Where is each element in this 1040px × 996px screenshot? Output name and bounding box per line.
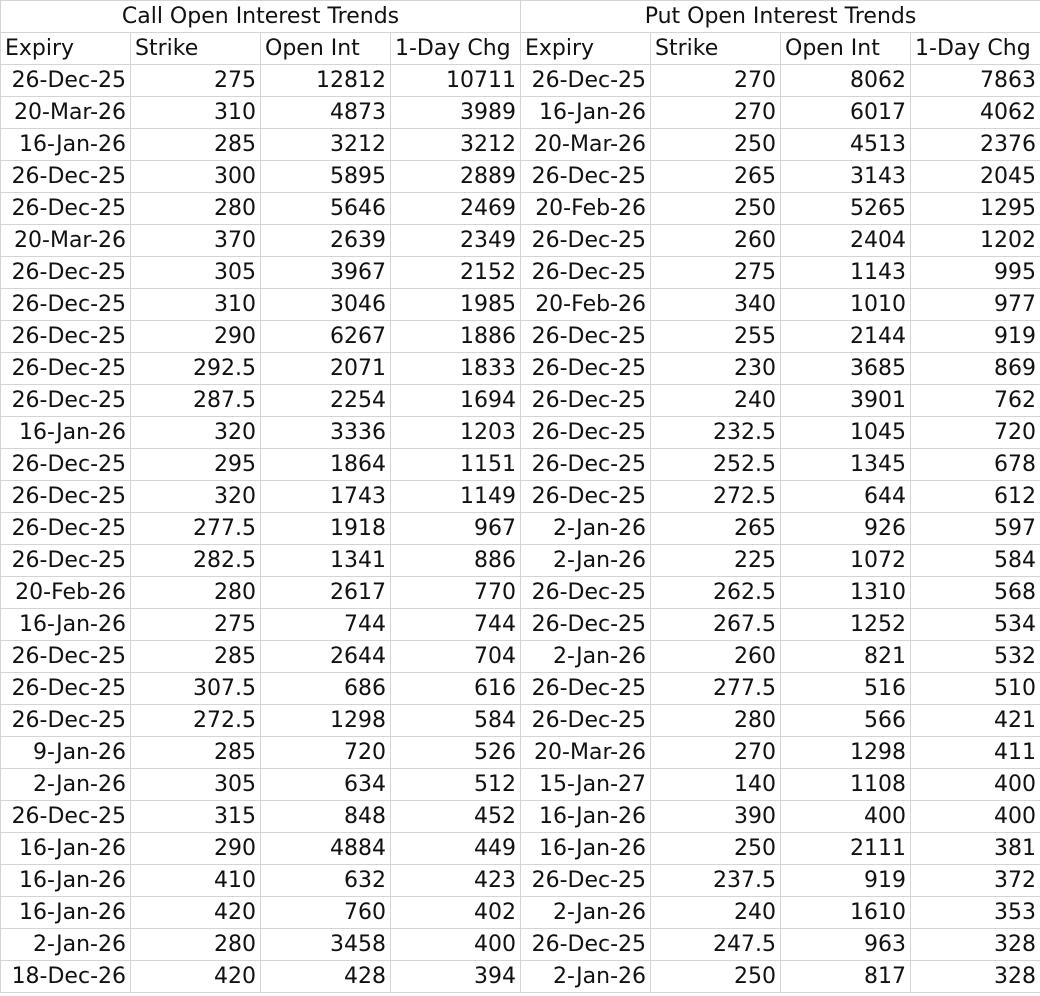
call-cell-strike[interactable]: 300 [131,161,261,193]
put-cell-open-int[interactable]: 1108 [781,769,911,801]
call-cell-open-int[interactable]: 3212 [261,129,391,161]
put-cell-open-int[interactable]: 3901 [781,385,911,417]
put-header-1day-chg[interactable]: 1-Day Chg [911,33,1040,65]
call-header-expiry[interactable]: Expiry [1,33,131,65]
call-cell-1day-chg[interactable]: 512 [391,769,521,801]
put-cell-expiry[interactable]: 20-Mar-26 [521,129,651,161]
title-row [1,1,1040,33]
put-cell-expiry[interactable]: 26-Dec-25 [521,577,651,609]
put-cell-open-int[interactable]: 1310 [781,577,911,609]
call-cell-expiry[interactable]: 2-Jan-26 [1,929,131,961]
table-row [1,97,1040,129]
put-cell-strike[interactable]: 250 [651,193,781,225]
put-cell-expiry[interactable]: 16-Jan-26 [521,833,651,865]
put-cell-1day-chg[interactable]: 612 [911,481,1040,513]
call-cell-strike[interactable]: 287.5 [131,385,261,417]
put-cell-1day-chg[interactable]: 4062 [911,97,1040,129]
put-cell-1day-chg[interactable]: 534 [911,609,1040,641]
put-cell-1day-chg[interactable]: 328 [911,961,1040,993]
call-cell-open-int[interactable]: 634 [261,769,391,801]
call-cell-open-int[interactable]: 1341 [261,545,391,577]
put-cell-strike[interactable]: 260 [651,641,781,673]
call-cell-expiry[interactable]: 16-Jan-26 [1,897,131,929]
put-cell-expiry[interactable]: 16-Jan-26 [521,801,651,833]
call-cell-expiry[interactable]: 16-Jan-26 [1,833,131,865]
table-row [1,897,1040,929]
call-cell-strike[interactable]: 370 [131,225,261,257]
put-cell-1day-chg[interactable]: 421 [911,705,1040,737]
put-cell-expiry[interactable]: 2-Jan-26 [521,961,651,993]
table-row [1,129,1040,161]
put-cell-expiry[interactable]: 26-Dec-25 [521,353,651,385]
table-row [1,577,1040,609]
call-cell-strike[interactable]: 272.5 [131,705,261,737]
call-cell-1day-chg[interactable]: 423 [391,865,521,897]
put-cell-open-int[interactable]: 1010 [781,289,911,321]
put-cell-strike[interactable]: 225 [651,545,781,577]
put-cell-1day-chg[interactable]: 720 [911,417,1040,449]
put-cell-strike[interactable]: 237.5 [651,865,781,897]
put-cell-open-int[interactable]: 5265 [781,193,911,225]
call-table-title[interactable]: Call Open Interest Trends [1,1,521,33]
table-row [1,449,1040,481]
call-cell-open-int[interactable]: 2617 [261,577,391,609]
call-cell-strike[interactable]: 290 [131,321,261,353]
header-row [1,33,1040,65]
put-cell-open-int[interactable]: 2111 [781,833,911,865]
call-cell-1day-chg[interactable]: 1886 [391,321,521,353]
call-cell-1day-chg[interactable]: 3212 [391,129,521,161]
put-cell-open-int[interactable]: 3143 [781,161,911,193]
put-cell-expiry[interactable]: 26-Dec-25 [521,929,651,961]
table-row [1,481,1040,513]
call-cell-expiry[interactable]: 26-Dec-25 [1,353,131,385]
put-cell-1day-chg[interactable]: 1295 [911,193,1040,225]
put-cell-strike[interactable]: 250 [651,961,781,993]
call-cell-expiry[interactable]: 26-Dec-25 [1,801,131,833]
put-cell-open-int[interactable]: 1610 [781,897,911,929]
call-cell-strike[interactable]: 275 [131,609,261,641]
call-cell-strike[interactable]: 420 [131,961,261,993]
table-row [1,353,1040,385]
put-cell-strike[interactable]: 280 [651,705,781,737]
call-cell-strike[interactable]: 277.5 [131,513,261,545]
call-cell-strike[interactable]: 420 [131,897,261,929]
call-cell-strike[interactable]: 315 [131,801,261,833]
put-cell-strike[interactable]: 240 [651,897,781,929]
call-cell-expiry[interactable]: 26-Dec-25 [1,257,131,289]
table-row [1,769,1040,801]
call-cell-1day-chg[interactable]: 1833 [391,353,521,385]
put-cell-1day-chg[interactable]: 1202 [911,225,1040,257]
call-cell-1day-chg[interactable]: 967 [391,513,521,545]
call-cell-1day-chg[interactable]: 704 [391,641,521,673]
put-cell-1day-chg[interactable]: 411 [911,737,1040,769]
call-cell-expiry[interactable]: 26-Dec-25 [1,449,131,481]
call-cell-strike[interactable]: 285 [131,737,261,769]
put-cell-open-int[interactable]: 400 [781,801,911,833]
call-cell-strike[interactable]: 275 [131,65,261,97]
table-row [1,289,1040,321]
put-cell-1day-chg[interactable]: 762 [911,385,1040,417]
call-header-strike[interactable]: Strike [131,33,261,65]
put-cell-expiry[interactable]: 20-Mar-26 [521,737,651,769]
call-cell-open-int[interactable]: 5895 [261,161,391,193]
put-cell-open-int[interactable]: 821 [781,641,911,673]
table-row [1,545,1040,577]
put-cell-strike[interactable]: 250 [651,129,781,161]
call-cell-open-int[interactable]: 3458 [261,929,391,961]
put-cell-open-int[interactable]: 644 [781,481,911,513]
sheet-body [1,1,1040,993]
table-row [1,225,1040,257]
put-header-expiry[interactable]: Expiry [521,33,651,65]
put-cell-strike[interactable]: 340 [651,289,781,321]
table-row [1,161,1040,193]
call-cell-open-int[interactable]: 12812 [261,65,391,97]
call-cell-strike[interactable]: 307.5 [131,673,261,705]
put-cell-strike[interactable]: 275 [651,257,781,289]
table-row [1,609,1040,641]
call-cell-strike[interactable]: 292.5 [131,353,261,385]
put-cell-expiry[interactable]: 2-Jan-26 [521,641,651,673]
put-cell-open-int[interactable]: 1252 [781,609,911,641]
put-header-open-int[interactable]: Open Int [781,33,911,65]
call-cell-strike[interactable]: 282.5 [131,545,261,577]
put-cell-open-int[interactable]: 926 [781,513,911,545]
call-cell-1day-chg[interactable]: 886 [391,545,521,577]
table-row [1,641,1040,673]
put-cell-1day-chg[interactable]: 584 [911,545,1040,577]
call-cell-strike[interactable]: 280 [131,577,261,609]
put-cell-strike[interactable]: 250 [651,833,781,865]
call-cell-expiry[interactable]: 26-Dec-25 [1,641,131,673]
call-cell-strike[interactable]: 310 [131,97,261,129]
put-cell-open-int[interactable]: 1045 [781,417,911,449]
put-cell-1day-chg[interactable]: 7863 [911,65,1040,97]
put-cell-strike[interactable]: 140 [651,769,781,801]
table-row [1,961,1040,993]
put-cell-expiry[interactable]: 26-Dec-25 [521,385,651,417]
put-cell-open-int[interactable]: 817 [781,961,911,993]
call-cell-open-int[interactable]: 3336 [261,417,391,449]
put-cell-expiry[interactable]: 26-Dec-25 [521,705,651,737]
call-cell-expiry[interactable]: 26-Dec-25 [1,545,131,577]
put-cell-expiry[interactable]: 26-Dec-25 [521,449,651,481]
table-row [1,673,1040,705]
call-cell-open-int[interactable]: 2644 [261,641,391,673]
call-header-1day-chg[interactable]: 1-Day Chg [391,33,521,65]
put-cell-strike[interactable]: 240 [651,385,781,417]
table-row [1,257,1040,289]
put-cell-strike[interactable]: 390 [651,801,781,833]
put-cell-open-int[interactable]: 1072 [781,545,911,577]
put-cell-1day-chg[interactable]: 977 [911,289,1040,321]
put-cell-strike[interactable]: 277.5 [651,673,781,705]
call-cell-open-int[interactable]: 760 [261,897,391,929]
put-cell-strike[interactable]: 247.5 [651,929,781,961]
call-cell-1day-chg[interactable]: 3989 [391,97,521,129]
call-cell-expiry[interactable]: 26-Dec-25 [1,513,131,545]
put-cell-1day-chg[interactable]: 2045 [911,161,1040,193]
put-cell-strike[interactable]: 262.5 [651,577,781,609]
put-cell-expiry[interactable]: 16-Jan-26 [521,97,651,129]
put-cell-open-int[interactable]: 8062 [781,65,911,97]
call-cell-expiry[interactable]: 26-Dec-25 [1,321,131,353]
table-row [1,833,1040,865]
call-cell-expiry[interactable]: 2-Jan-26 [1,769,131,801]
put-cell-open-int[interactable]: 1345 [781,449,911,481]
call-cell-1day-chg[interactable]: 2469 [391,193,521,225]
put-cell-1day-chg[interactable]: 568 [911,577,1040,609]
put-cell-expiry[interactable]: 2-Jan-26 [521,545,651,577]
call-cell-expiry[interactable]: 16-Jan-26 [1,609,131,641]
put-cell-expiry[interactable]: 20-Feb-26 [521,289,651,321]
put-cell-expiry[interactable]: 26-Dec-25 [521,481,651,513]
put-cell-expiry[interactable]: 2-Jan-26 [521,897,651,929]
put-cell-strike[interactable]: 270 [651,737,781,769]
call-cell-open-int[interactable]: 720 [261,737,391,769]
put-cell-open-int[interactable]: 566 [781,705,911,737]
call-cell-strike[interactable]: 295 [131,449,261,481]
put-cell-strike[interactable]: 260 [651,225,781,257]
put-cell-strike[interactable]: 270 [651,65,781,97]
call-cell-open-int[interactable]: 428 [261,961,391,993]
call-header-open-int[interactable]: Open Int [261,33,391,65]
call-cell-open-int[interactable]: 744 [261,609,391,641]
put-cell-1day-chg[interactable]: 400 [911,801,1040,833]
call-cell-strike[interactable]: 285 [131,129,261,161]
call-cell-open-int[interactable]: 1298 [261,705,391,737]
call-cell-open-int[interactable]: 4873 [261,97,391,129]
put-cell-1day-chg[interactable]: 510 [911,673,1040,705]
put-cell-1day-chg[interactable]: 328 [911,929,1040,961]
table-row [1,737,1040,769]
put-cell-open-int[interactable]: 516 [781,673,911,705]
put-cell-1day-chg[interactable]: 678 [911,449,1040,481]
put-cell-strike[interactable]: 252.5 [651,449,781,481]
call-cell-open-int[interactable]: 4884 [261,833,391,865]
call-cell-open-int[interactable]: 2639 [261,225,391,257]
put-cell-expiry[interactable]: 2-Jan-26 [521,513,651,545]
put-cell-open-int[interactable]: 919 [781,865,911,897]
call-cell-1day-chg[interactable]: 1694 [391,385,521,417]
put-header-strike[interactable]: Strike [651,33,781,65]
call-cell-open-int[interactable]: 1918 [261,513,391,545]
put-cell-open-int[interactable]: 1143 [781,257,911,289]
put-table-title[interactable]: Put Open Interest Trends [521,1,1040,33]
call-cell-1day-chg[interactable]: 1151 [391,449,521,481]
put-cell-expiry[interactable]: 26-Dec-25 [521,417,651,449]
put-cell-open-int[interactable]: 2404 [781,225,911,257]
put-cell-1day-chg[interactable]: 532 [911,641,1040,673]
put-cell-strike[interactable]: 265 [651,513,781,545]
call-cell-1day-chg[interactable]: 526 [391,737,521,769]
put-cell-open-int[interactable]: 4513 [781,129,911,161]
put-cell-open-int[interactable]: 3685 [781,353,911,385]
call-cell-strike[interactable]: 280 [131,929,261,961]
call-cell-open-int[interactable]: 6267 [261,321,391,353]
put-cell-1day-chg[interactable]: 919 [911,321,1040,353]
call-cell-expiry[interactable]: 26-Dec-25 [1,385,131,417]
put-cell-strike[interactable]: 232.5 [651,417,781,449]
call-cell-expiry[interactable]: 20-Mar-26 [1,225,131,257]
call-cell-open-int[interactable]: 686 [261,673,391,705]
call-cell-expiry[interactable]: 26-Dec-25 [1,161,131,193]
call-cell-open-int[interactable]: 1743 [261,481,391,513]
call-cell-strike[interactable]: 290 [131,833,261,865]
call-cell-expiry[interactable]: 16-Jan-26 [1,417,131,449]
call-cell-open-int[interactable]: 5646 [261,193,391,225]
call-cell-1day-chg[interactable]: 400 [391,929,521,961]
put-cell-expiry[interactable]: 26-Dec-25 [521,65,651,97]
call-cell-1day-chg[interactable]: 2889 [391,161,521,193]
call-cell-expiry[interactable]: 9-Jan-26 [1,737,131,769]
put-cell-strike[interactable]: 230 [651,353,781,385]
call-cell-strike[interactable]: 410 [131,865,261,897]
call-cell-1day-chg[interactable]: 584 [391,705,521,737]
call-cell-strike[interactable]: 305 [131,257,261,289]
put-cell-1day-chg[interactable]: 353 [911,897,1040,929]
table-row [1,65,1040,97]
call-cell-strike[interactable]: 320 [131,481,261,513]
put-cell-strike[interactable]: 270 [651,97,781,129]
put-cell-expiry[interactable]: 26-Dec-25 [521,225,651,257]
put-cell-open-int[interactable]: 6017 [781,97,911,129]
put-cell-expiry[interactable]: 15-Jan-27 [521,769,651,801]
call-cell-expiry[interactable]: 20-Mar-26 [1,97,131,129]
put-cell-expiry[interactable]: 26-Dec-25 [521,257,651,289]
call-cell-1day-chg[interactable]: 1203 [391,417,521,449]
call-cell-1day-chg[interactable]: 2152 [391,257,521,289]
call-cell-open-int[interactable]: 632 [261,865,391,897]
table-row [1,193,1040,225]
table-row [1,417,1040,449]
call-cell-expiry[interactable]: 26-Dec-25 [1,705,131,737]
put-cell-1day-chg[interactable]: 400 [911,769,1040,801]
call-cell-open-int[interactable]: 1864 [261,449,391,481]
call-cell-expiry[interactable]: 26-Dec-25 [1,673,131,705]
call-cell-expiry[interactable]: 16-Jan-26 [1,129,131,161]
call-cell-1day-chg[interactable]: 616 [391,673,521,705]
put-cell-1day-chg[interactable]: 372 [911,865,1040,897]
put-cell-expiry[interactable]: 20-Feb-26 [521,193,651,225]
call-cell-expiry[interactable]: 20-Feb-26 [1,577,131,609]
table-row [1,513,1040,545]
call-cell-1day-chg[interactable]: 1149 [391,481,521,513]
call-cell-open-int[interactable]: 3046 [261,289,391,321]
call-cell-expiry[interactable]: 26-Dec-25 [1,481,131,513]
put-cell-strike[interactable]: 265 [651,161,781,193]
put-cell-1day-chg[interactable]: 381 [911,833,1040,865]
call-cell-1day-chg[interactable]: 770 [391,577,521,609]
put-cell-expiry[interactable]: 26-Dec-25 [521,673,651,705]
call-cell-1day-chg[interactable]: 10711 [391,65,521,97]
put-cell-1day-chg[interactable]: 995 [911,257,1040,289]
put-cell-open-int[interactable]: 2144 [781,321,911,353]
call-cell-strike[interactable]: 305 [131,769,261,801]
call-cell-1day-chg[interactable]: 394 [391,961,521,993]
call-cell-strike[interactable]: 285 [131,641,261,673]
put-cell-expiry[interactable]: 26-Dec-25 [521,161,651,193]
call-cell-1day-chg[interactable]: 2349 [391,225,521,257]
call-cell-1day-chg[interactable]: 402 [391,897,521,929]
call-cell-1day-chg[interactable]: 744 [391,609,521,641]
put-cell-expiry[interactable]: 26-Dec-25 [521,865,651,897]
put-cell-expiry[interactable]: 26-Dec-25 [521,321,651,353]
put-cell-expiry[interactable]: 26-Dec-25 [521,609,651,641]
table-row [1,801,1040,833]
call-cell-strike[interactable]: 280 [131,193,261,225]
table-row [1,321,1040,353]
put-cell-strike[interactable]: 267.5 [651,609,781,641]
call-cell-1day-chg[interactable]: 449 [391,833,521,865]
call-cell-1day-chg[interactable]: 452 [391,801,521,833]
call-cell-open-int[interactable]: 3967 [261,257,391,289]
put-cell-open-int[interactable]: 1298 [781,737,911,769]
table-row [1,929,1040,961]
table-row [1,705,1040,737]
call-cell-strike[interactable]: 310 [131,289,261,321]
put-cell-1day-chg[interactable]: 869 [911,353,1040,385]
call-cell-expiry[interactable]: 26-Dec-25 [1,193,131,225]
put-cell-open-int[interactable]: 963 [781,929,911,961]
call-cell-1day-chg[interactable]: 1985 [391,289,521,321]
call-cell-open-int[interactable]: 848 [261,801,391,833]
call-cell-expiry[interactable]: 16-Jan-26 [1,865,131,897]
put-cell-strike[interactable]: 255 [651,321,781,353]
table-row [1,865,1040,897]
call-cell-expiry[interactable]: 18-Dec-26 [1,961,131,993]
call-cell-strike[interactable]: 320 [131,417,261,449]
put-cell-strike[interactable]: 272.5 [651,481,781,513]
table-row [1,385,1040,417]
call-cell-expiry[interactable]: 26-Dec-25 [1,289,131,321]
call-cell-expiry[interactable]: 26-Dec-25 [1,65,131,97]
call-cell-open-int[interactable]: 2254 [261,385,391,417]
put-cell-1day-chg[interactable]: 2376 [911,129,1040,161]
put-cell-1day-chg[interactable]: 597 [911,513,1040,545]
call-cell-open-int[interactable]: 2071 [261,353,391,385]
